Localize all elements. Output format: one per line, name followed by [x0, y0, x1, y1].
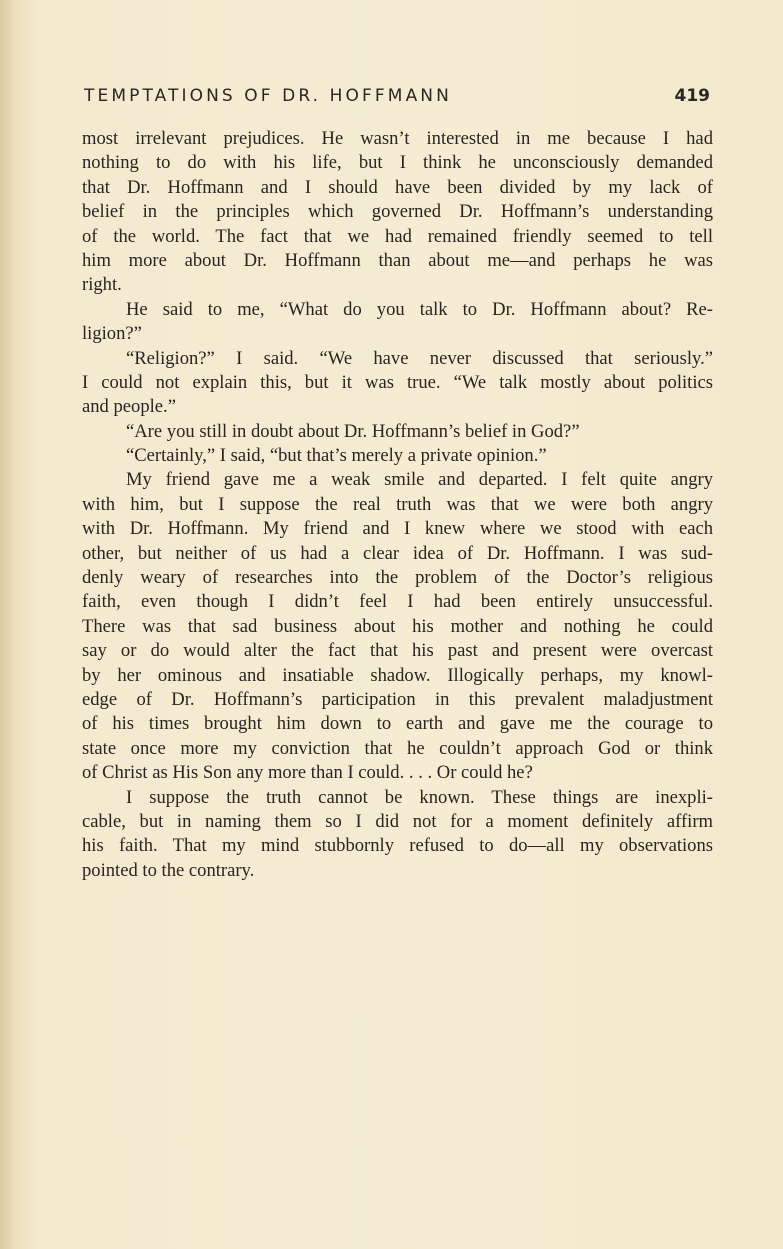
- text-line: I suppose the truth cannot be known. These things are inexpli-: [126, 786, 713, 808]
- paragraph: [82, 444, 713, 468]
- text-line: faith, even though I didn’t feel I had been entirely unsuccessful.: [82, 591, 713, 613]
- text-line: and people.”: [82, 396, 176, 418]
- text-line: belief in the principles which governed Dr. Hoffmann’s understanding: [82, 201, 713, 223]
- text-line: denly weary of researches into the problem of the Doctor’s religious: [82, 567, 713, 589]
- running-header: [84, 86, 710, 112]
- text-line: edge of Dr. Hoffmann’s participation in this prevalent maladjustment: [82, 688, 713, 710]
- text-line: pointed to the contrary.: [82, 859, 255, 881]
- text-line: say or do would alter the fact that his past and present were overcast: [82, 640, 713, 662]
- text-line: that Dr. Hoffmann and I should have been divided by my lack of: [82, 176, 713, 198]
- paragraph: [82, 347, 713, 420]
- text-line: of his times brought him down to earth and gave me the courage to: [82, 713, 713, 735]
- paragraph: [82, 420, 713, 444]
- text-line: “Certainly,” I said, “but that’s merely a private opinion.”: [126, 445, 547, 467]
- text-line: ligion?”: [82, 323, 142, 345]
- text-line: of Christ as His Son any more than I could. . . . Or could he?: [82, 762, 533, 784]
- text-line: He said to me, “What do you talk to Dr. Hoffmann about? Re-: [126, 298, 713, 320]
- text-line: him more about Dr. Hoffmann than about me—and perhaps he was: [82, 249, 713, 271]
- running-title: TEMPTATIONS OF DR. HOFFMANN: [84, 86, 452, 106]
- page-number: 419: [674, 86, 710, 106]
- text-line: nothing to do with his life, but I think he unconsciously demanded: [82, 152, 713, 174]
- text-line: There was that sad business about his mother and nothing he could: [82, 615, 713, 637]
- text-line: of the world. The fact that we had remained friendly seemed to tell: [82, 225, 713, 247]
- text-line: right.: [82, 274, 122, 296]
- text-line: his faith. That my mind stubbornly refused to do—all my observations: [82, 835, 713, 857]
- paragraph: [82, 298, 713, 347]
- body-text: [82, 127, 713, 883]
- text-line: “Religion?” I said. “We have never discussed that seriously.”: [126, 347, 713, 369]
- text-line: “Are you still in doubt about Dr. Hoffmann’s belief in God?”: [126, 420, 580, 442]
- text-line: most irrelevant prejudices. He wasn’t interested in me because I had: [82, 128, 713, 149]
- text-line: other, but neither of us had a clear idea of Dr. Hoffmann. I was sud-: [82, 542, 713, 564]
- text-line: I could not explain this, but it was true. “We talk mostly about politics: [82, 371, 713, 393]
- text-line: with Dr. Hoffmann. My friend and I knew where we stood with each: [82, 518, 713, 540]
- paragraph: [82, 127, 713, 298]
- text-line: by her ominous and insatiable shadow. Illogically perhaps, my knowl-: [82, 664, 713, 686]
- text-line: cable, but in naming them so I did not for a moment definitely affirm: [82, 810, 713, 832]
- text-line: My friend gave me a weak smile and departed. I felt quite angry: [126, 469, 713, 491]
- text-line: with him, but I suppose the real truth was that we were both angry: [82, 493, 713, 515]
- paragraph: [82, 786, 713, 884]
- paragraph: [82, 468, 713, 785]
- text-line: state once more my conviction that he couldn’t approach God or think: [82, 737, 713, 759]
